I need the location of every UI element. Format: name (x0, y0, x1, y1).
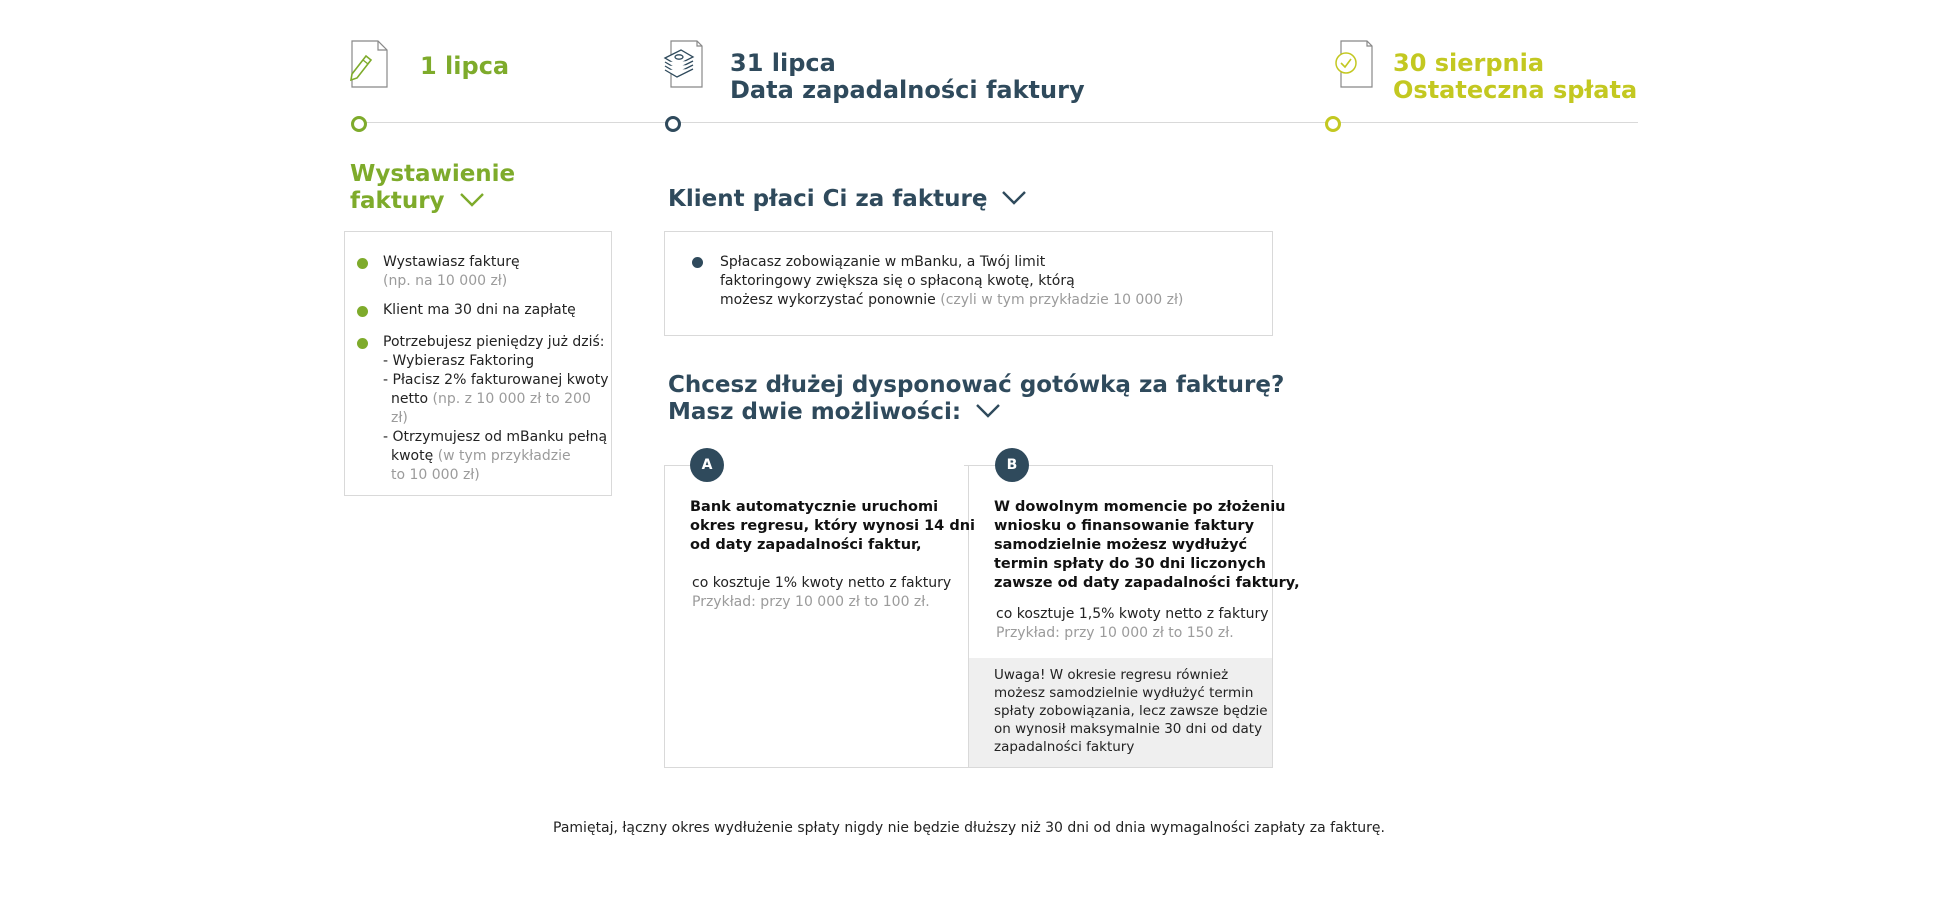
timeline-dot-1 (351, 116, 367, 132)
option-b-note (994, 666, 1268, 756)
check-document-icon (1335, 40, 1373, 88)
option-b-example: Przykład: przy 10 000 zł to 150 zł. (996, 625, 1234, 641)
issue-item-3-sub2b: netto (391, 391, 429, 407)
chevron-down-icon[interactable] (975, 399, 1001, 426)
issue-item-2 (383, 301, 576, 320)
option-b-bold1: W dowolnym momencie po złożeniu (994, 499, 1286, 515)
options-heading-line1: Chcesz dłużej dysponować gotówką za fakturę? (668, 372, 1285, 398)
option-b-note5: zapadalności faktury (994, 739, 1135, 755)
issue-item-3 (383, 333, 611, 485)
option-a-description (690, 498, 975, 555)
issue-item-2-text: Klient ma 30 dni na zapłatę (383, 302, 576, 318)
options-heading-line2: Masz dwie możliwości: (668, 399, 962, 425)
issue-heading-line2: faktury (350, 188, 445, 214)
payment-line3-wrap (720, 291, 1183, 310)
footer-note: Pamiętaj, łączny okres wydłużenie spłaty nigdy nie będzie dłuższy niż 30 dni od dnia wymagalności zapłaty za fakturę. (553, 820, 1385, 836)
option-a-example: Przykład: przy 10 000 zł to 100 zł. (692, 594, 930, 610)
issue-item-3-sub3a: - Otrzymujesz od mBanku pełną (383, 429, 608, 445)
issue-item-1-text: Wystawiasz fakturę (383, 254, 520, 270)
issue-item-3-sub3-note1: (w tym przykładzie (437, 448, 571, 464)
option-b-bold3: samodzielnie możesz wydłużyć (994, 537, 1248, 553)
option-b-bold4: termin spłaty do 30 dni liczonych (994, 556, 1266, 572)
issue-item-1 (383, 253, 520, 291)
issue-item-3-sub2a: - Płacisz 2% fakturowanej kwoty (383, 372, 609, 388)
option-a-badge: A (690, 448, 724, 482)
chevron-down-icon[interactable] (459, 188, 485, 215)
step2-date: 31 lipca (730, 49, 836, 77)
option-b-note4: on wynosił maksymalnie 30 dni od daty (994, 721, 1263, 737)
issue-heading[interactable] (350, 161, 515, 215)
bullet-dot (692, 257, 703, 268)
issue-item-3-sub2b-line (383, 390, 611, 428)
option-a-cost (692, 574, 951, 612)
option-a-cost-text: co kosztuje 1% kwoty netto z faktury (692, 575, 952, 591)
timeline-dot-2 (665, 116, 681, 132)
issue-item-3-sub3b: kwotę (391, 448, 434, 464)
step1-date: 1 lipca (420, 52, 510, 80)
option-b-cost-text: co kosztuje 1,5% kwoty netto z faktury (996, 606, 1269, 622)
issue-heading-line1: Wystawienie (350, 161, 516, 187)
issue-item-3-sub3b-line (383, 447, 611, 466)
step2-title: Data zapadalności faktury (730, 76, 1085, 104)
option-b-cost (996, 605, 1269, 643)
step3-date: 30 sierpnia (1393, 49, 1545, 77)
option-b-description (994, 498, 1300, 593)
payment-line1: Spłacasz zobowiązanie w mBanku, a Twój limit (720, 254, 1046, 270)
chevron-down-icon[interactable] (1001, 186, 1027, 213)
option-b-note2: możesz samodzielnie wydłużyć termin (994, 685, 1254, 701)
payment-note: (czyli w tym przykładzie 10 000 zł) (940, 292, 1184, 308)
payment-line2: faktoringowy zwiększa się o spłaconą kwotę, którą (720, 273, 1075, 289)
payment-heading-text: Klient płaci Ci za fakturę (668, 186, 988, 212)
option-a-bold3: od daty zapadalności faktur, (690, 537, 922, 553)
issue-box (344, 231, 612, 496)
option-b-badge: B (995, 448, 1029, 482)
payment-heading[interactable] (668, 186, 1027, 213)
bullet-dot (357, 338, 368, 349)
bullet-dot (357, 306, 368, 317)
issue-item-3-sub1: - Wybierasz Faktoring (383, 353, 535, 369)
option-b-note1: Uwaga! W okresie regresu również (994, 667, 1229, 683)
option-a-bold1: Bank automatycznie uruchomi (690, 499, 939, 515)
timeline-line (356, 122, 1638, 123)
issue-item-3-text: Potrzebujesz pieniędzy już dziś: (383, 334, 605, 350)
payment-box (664, 231, 1273, 336)
timeline-dot-3 (1325, 116, 1341, 132)
money-document-icon (665, 40, 703, 88)
issue-item-3-sub2-note: (np. z 10 000 zł to 200 zł) (391, 391, 591, 426)
payment-item (720, 253, 1183, 310)
badge-a-mask (690, 465, 964, 466)
bullet-dot (357, 258, 368, 269)
payment-line3: możesz wykorzystać ponownie (720, 292, 936, 308)
option-b-bold2: wniosku o finansowanie faktury (994, 518, 1255, 534)
options-heading[interactable] (668, 372, 1284, 426)
step2-label (730, 50, 1085, 104)
option-a-bold2: okres regresu, który wynosi 14 dni (690, 518, 975, 534)
step3-label (1393, 50, 1637, 104)
pencil-document-icon (350, 40, 388, 88)
step3-title: Ostateczna spłata (1393, 76, 1638, 104)
issue-item-3-sub3-note2: to 10 000 zł) (391, 467, 480, 483)
option-b-bold5: zawsze od daty zapadalności faktury, (994, 575, 1300, 591)
option-b-note3: spłaty zobowiązania, lecz zawsze będzie (994, 703, 1268, 719)
issue-item-1-note: (np. na 10 000 zł) (383, 273, 508, 289)
